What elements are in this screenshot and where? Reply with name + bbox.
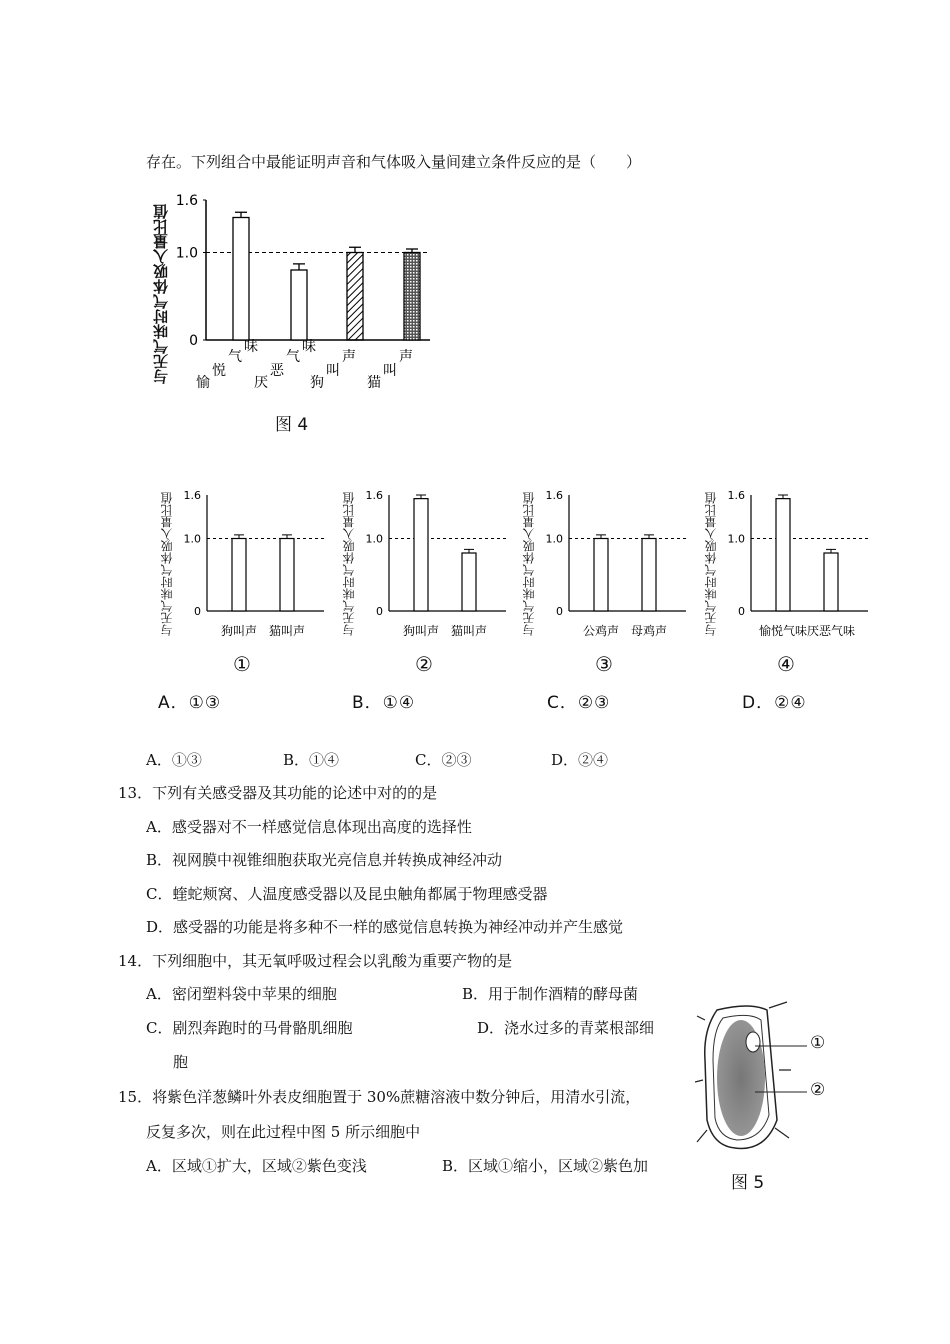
subchart-4-svg [720,480,890,645]
subchart-2-svg [358,480,528,645]
img-option-d: D．②④ [742,693,807,713]
subchart-tick-label: 1.6 [183,489,201,502]
subchart-category-label: 狗叫声 [402,624,440,638]
nucleus-region-1 [746,1032,760,1052]
q15-stem-2: 反复多次，则在此过程中图 5 所示细胞中 [146,1123,421,1141]
subchart-1-ylabel: 与无气味时气体吸入量比值 [160,492,174,637]
subchart-tick-label: 1.0 [183,532,201,546]
fig4-ylabel: 与无气味时气体吸入量比值 [152,204,170,384]
subchart-bar [594,539,608,612]
fig4-category-label: 厌 [254,375,268,391]
q13-option-c: C．蝰蛇颊窝、人温度感受器以及昆虫触角都属于物理感受器 [146,885,548,903]
fig4-category-label: 狗 [310,375,324,391]
subchart-category-label: 公鸡声 [582,624,620,638]
fig4-category-label: 味 [244,339,258,355]
subchart-tick-label: 0 [376,605,383,618]
fig4-category-label: 味 [302,339,316,355]
fig4-category-label: 叫 [383,363,397,379]
subchart-tick-label: 0 [738,605,745,618]
fig4-category-label: 悦 [212,363,226,379]
q14-option-c: C．剧烈奔跑时的马骨骼肌细胞 [146,1019,353,1037]
q14-stem: 14．下列细胞中，其无氧呼吸过程会以乳酸为重要产物的是 [118,952,513,970]
fig4-bar-4 [404,253,420,341]
subchart-2-mark: ② [415,652,433,676]
subchart-3 [538,480,708,645]
subchart-bar [232,539,246,612]
q12-option-a: A．①③ [146,751,202,769]
q12-intro: 存在。下列组合中最能证明声音和气体吸入量间建立条件反应的是（ ） [146,153,642,171]
fig4-tick-label: 0 [189,333,198,349]
q12-option-d: D．②④ [551,751,609,769]
subchart-tick-label: 1.6 [727,489,745,502]
subchart-category-label: 愉悦气味 [758,624,808,638]
q12-option-c: C．②③ [415,751,472,769]
fig4-caption: 图 4 [275,415,309,435]
fig4-category-label: 气 [286,349,300,365]
q14-option-b: B．用于制作酒精的酵母菌 [462,985,639,1003]
img-option-a: A．①③ [158,693,222,713]
q13-option-a: A．感受器对不一样感觉信息体现出高度的选择性 [146,818,472,836]
q15-option-a: A．区域①扩大，区域②紫色变浅 [146,1157,367,1175]
subchart-tick-label: 0 [556,605,563,618]
subchart-4 [720,480,890,645]
subchart-category-label: 猫叫声 [268,624,306,638]
img-option-c: C．②③ [547,693,611,713]
fig4-bar-3 [347,253,363,341]
subchart-bar [776,499,790,611]
img-option-b: B．①④ [352,693,416,713]
subchart-tick-label: 1.0 [545,532,563,546]
fig5-label-1: ① [810,1033,826,1053]
subchart-tick-label: 1.0 [727,532,745,546]
fig5-caption: 图 5 [731,1173,765,1193]
subchart-category-label: 狗叫声 [220,624,258,638]
q14-option-a: A．密闭塑料袋中苹果的细胞 [146,985,337,1003]
fig4-tick-label: 1.0 [175,245,198,262]
subchart-category-label: 厌恶气味 [806,624,856,638]
q13-stem: 13．下列有关感受器及其功能的论述中对的的是 [118,784,438,802]
q14-option-d: D．浇水过多的青菜根部细 [477,1019,655,1037]
fig4-svg [170,185,450,425]
subchart-bar [280,539,294,612]
fig4-category-label: 声 [399,349,413,365]
subchart-category-label: 猫叫声 [450,624,488,638]
subchart-tick-label: 0 [194,605,201,618]
subchart-bar [462,553,476,611]
fig4-chart [170,185,450,425]
fig4-bar-2 [291,270,307,340]
subchart-1 [176,480,346,645]
fig5-label-2: ② [810,1080,826,1100]
subchart-3-mark: ③ [595,652,613,676]
fig4-category-label: 叫 [326,363,340,379]
subchart-3-ylabel: 与无气味时气体吸入量比值 [522,492,536,637]
q14-option-d-cont: 胞 [173,1053,189,1071]
q13-option-d: D．感受器的功能是将多种不一样的感觉信息转换为神经冲动并产生感觉 [146,918,624,936]
subchart-2-ylabel: 与无气味时气体吸入量比值 [342,492,356,637]
subchart-tick-label: 1.0 [365,532,383,546]
subchart-4-ylabel: 与无气味时气体吸入量比值 [704,492,718,637]
subchart-category-label: 母鸡声 [630,624,668,638]
fig4-category-label: 声 [342,349,356,365]
subchart-bar [642,539,656,612]
subchart-1-mark: ① [233,652,251,676]
fig4-category-label: 愉 [196,375,210,391]
subchart-tick-label: 1.6 [545,489,563,502]
fig4-category-label: 猫 [367,375,381,391]
subchart-4-mark: ④ [777,652,795,676]
fig4-bar-1 [233,218,249,341]
q13-option-b: B．视网膜中视锥细胞获取光亮信息并转换成神经冲动 [146,851,503,869]
q15-stem-1: 15．将紫色洋葱鳞叶外表皮细胞置于 30%蔗糖溶液中数分钟后，用清水引流， [118,1088,641,1106]
fig4-category-label: 恶 [270,363,284,379]
q12-option-b: B．①④ [283,751,340,769]
fig4-category-label: 气 [228,349,242,365]
subchart-bar [824,553,838,611]
fig4-tick-label: 1.6 [175,193,198,209]
q15-option-b: B．区域①缩小，区域②紫色加 [442,1157,649,1175]
subchart-1-svg [176,480,346,645]
subchart-bar [414,499,428,611]
subchart-3-svg [538,480,708,645]
fig5-cell-diagram [695,1000,845,1150]
subchart-tick-label: 1.6 [365,489,383,502]
subchart-2 [358,480,528,645]
